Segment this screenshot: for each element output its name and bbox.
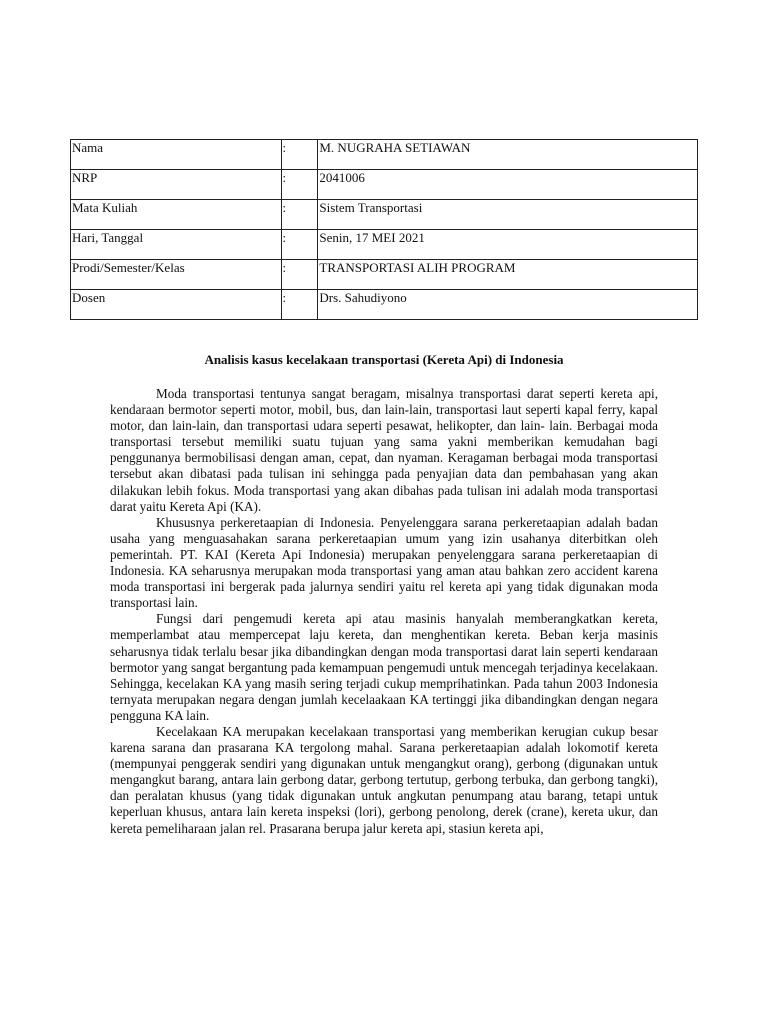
paragraph: Moda transportasi tentunya sangat beragam, misalnya transportasi darat seperti kereta api, kendaraan bermotor seperti motor, mobil, bus, dan lain-lain, transportasi laut seperti kapal ferry, kapal motor, dan lain-lain, dan transportasi udara seperti pesawat, helikopter, dan lain- lain. Berbagai moda transportasi tersebut memiliki suatu tujuan yang sama yakni memberikan kemudahan bagi penggunanya bermobilisasi dengan aman, cepat, dan nyaman. Keragaman berbagai moda transportasi tersebut akan dibatasi pada tulisan ini sehingga pada penyajian data dan pembahasan yang akan dilakukan lebih fokus. Moda transportasi yang akan dibahas pada tulisan ini adalah moda transportasi darat yaitu Kereta Api (KA).: [110, 386, 658, 514]
row-value: M. NUGRAHA SETIAWAN: [318, 140, 698, 170]
table-row: [71, 230, 698, 260]
row-label: NRP: [71, 170, 282, 200]
table-row: [71, 260, 698, 290]
row-label: Nama: [71, 140, 282, 170]
table-row: [71, 140, 698, 170]
row-value: Sistem Transportasi: [318, 200, 698, 230]
row-value: Drs. Sahudiyono: [318, 290, 698, 320]
row-separator: :: [281, 170, 318, 200]
row-value: TRANSPORTASI ALIH PROGRAM: [318, 260, 698, 290]
row-separator: :: [281, 140, 318, 170]
paragraph: Kecelakaan KA merupakan kecelakaan transportasi yang memberikan kerugian cukup besar karena sarana dan prasarana KA tergolong mahal. Sarana perkeretaapian adalah lokomotif kereta (mempunyai penggerak sendiri yang digunakan untuk mengangkut orang), gerbong (digunakan untuk mengangkut barang, antara lain gerbong datar, gerbong tertutup, gerbong terbuka, dan gerbong tangki), dan peralatan khusus (yang tidak digunakan untuk angkutan penumpang atau barang, tetapi untuk keperluan khusus, antara lain kereta inspeksi (lori), gerbong penolong, derek (crane), kereta ukur, dan kereta pemeliharaan jalan rel. Prasarana berupa jalur kereta api, stasiun kereta api,: [110, 723, 658, 836]
document-body: [110, 386, 658, 837]
student-info-table: [70, 139, 698, 320]
row-label: Hari, Tanggal: [71, 230, 282, 260]
row-value: 2041006: [318, 170, 698, 200]
table-row: [71, 200, 698, 230]
row-label: Mata Kuliah: [71, 200, 282, 230]
row-separator: :: [281, 290, 318, 320]
paragraph: Fungsi dari pengemudi kereta api atau masinis hanyalah memberangkatkan kereta, memperlambat atau mempercepat laju kereta, dan menghentikan kereta. Beban kerja masinis seharusnya tidak terlalu besar jika dibandingkan dengan moda transportasi darat lain seperti kendaraan bermotor yang sangat bergantung pada kemampuan pengemudi untuk mencegah terjadinya kecelakaan. Sehingga, kecelakan KA yang masih sering terjadi cukup memprihatinkan. Pada tahun 2003 Indonesia ternyata merupakan negara dengan jumlah kecelaakaan KA tertinggi jika dibandingkan dengan negara pengguna KA lain.: [110, 611, 658, 723]
document-title: Analisis kasus kecelakaan transportasi (Kereta Api) di Indonesia: [204, 352, 564, 367]
paragraph: Khususnya perkeretaapian di Indonesia. Penyelenggara sarana perkeretaapian adalah badan usaha yang menguasahakan sarana perkeretaapian umum yang izin usahanya diterbitkan oleh pemerintah. PT. KAI (Kereta Api Indonesia) merupakan penyelenggara sarana perkeretaapian di Indonesia. KA seharusnya merupakan moda transportasi yang aman atau bahkan zero accident karena moda transportasi ini bergerak pada jalurnya sendiri yaitu rel kereta api yang tidak digunakan moda transportasi lain.: [110, 514, 658, 611]
row-separator: :: [281, 200, 318, 230]
table-row: [71, 170, 698, 200]
row-separator: :: [281, 230, 318, 260]
row-label: Dosen: [71, 290, 282, 320]
row-separator: :: [281, 260, 318, 290]
row-label: Prodi/Semester/Kelas: [71, 260, 282, 290]
row-value: Senin, 17 MEI 2021: [318, 230, 698, 260]
table-row: [71, 290, 698, 320]
